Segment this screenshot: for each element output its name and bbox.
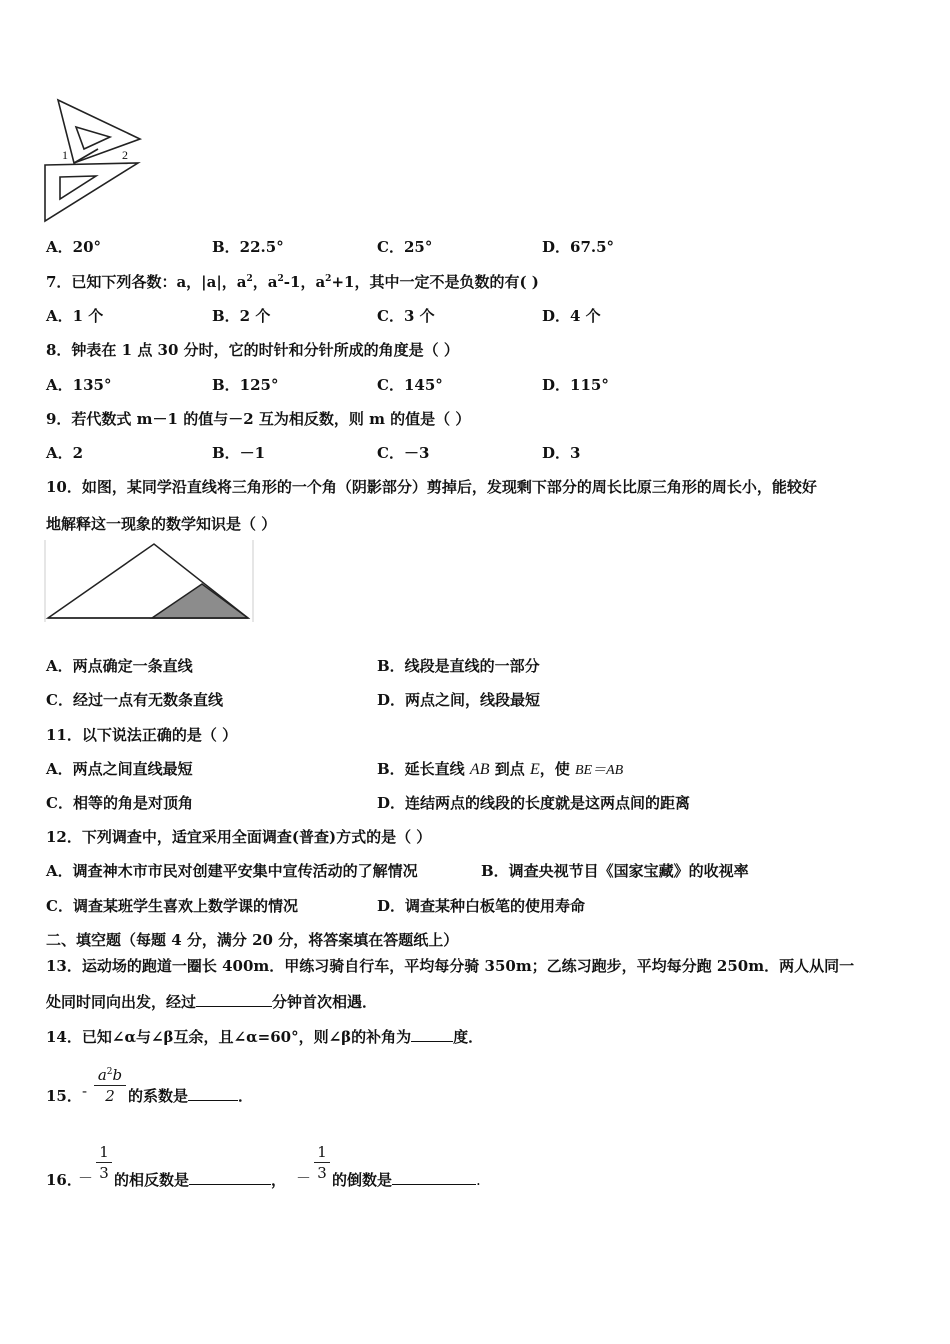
q15-suffix xyxy=(128,1085,253,1106)
q10-stem-line2: 地解释这一现象的数学知识是（ ） xyxy=(46,515,277,533)
lower-set-square xyxy=(45,163,138,221)
angle-label-2: 2 xyxy=(122,148,128,162)
q8-stem: 8．钟表在 1 点 30 分时，它的时针和分针所成的角度是（ ） xyxy=(46,341,459,359)
q16-answer-blank-1[interactable] xyxy=(189,1170,271,1185)
q7-stem-part4: +1，其中一定不是负数的有( ) xyxy=(331,273,539,291)
q16-end: . xyxy=(476,1171,481,1189)
q14-stem xyxy=(46,1026,483,1047)
q16-minus-2: － xyxy=(296,1169,312,1187)
q15-fraction xyxy=(94,1063,126,1105)
q12-option-b: B．调查央视节目《国家宝藏》的收视率 xyxy=(481,862,749,880)
q16-minus-1: － xyxy=(78,1169,94,1187)
q16-part2 xyxy=(332,1169,481,1190)
q7-option-b: B．2 个 xyxy=(212,307,271,325)
q7-option-d: D．4 个 xyxy=(542,307,601,325)
q7-stem-part3: -1，a xyxy=(283,273,326,291)
q9-option-d: D．3 xyxy=(542,444,581,462)
q15-fraction-denominator: 2 xyxy=(105,1087,115,1105)
q16-separator: ， xyxy=(271,1171,287,1189)
q16-fraction-2 xyxy=(314,1143,330,1182)
q12-option-c: C．调查某班学生喜欢上数学课的情况 xyxy=(46,897,298,915)
q16-part2-text: 的倒数是 xyxy=(332,1171,393,1189)
q13-answer-blank[interactable] xyxy=(196,992,272,1007)
lower-set-square-inner xyxy=(60,176,96,199)
upper-set-square-inner xyxy=(76,127,110,149)
q12-stem: 12．下列调查中，适宜采用全面调查(普查)方式的是（ ） xyxy=(46,828,432,846)
cut-triangle-figure xyxy=(44,540,256,624)
q6-option-a: A．20° xyxy=(46,238,102,256)
q10-option-a: A．两点确定一条直线 xyxy=(46,657,193,675)
q9-option-c: C．－3 xyxy=(377,444,430,462)
q8-option-c: C．145° xyxy=(377,376,443,394)
q6-option-b: B．22.5° xyxy=(212,238,284,256)
q16-fraction-2-denominator: 3 xyxy=(317,1164,327,1182)
q7-option-a: A．1 个 xyxy=(46,307,104,325)
q11-option-a: A．两点之间直线最短 xyxy=(46,760,193,778)
q16-number: 16． xyxy=(46,1171,82,1189)
q16-part1 xyxy=(114,1169,286,1190)
q11-option-b-eq: BE＝AB xyxy=(574,763,624,778)
q9-option-b: B．－1 xyxy=(212,444,266,462)
q8-option-d: D．115° xyxy=(542,376,609,394)
q14-suffix: 度． xyxy=(453,1028,484,1046)
q6-option-d: D．67.5° xyxy=(542,238,615,256)
set-squares-figure xyxy=(40,95,150,225)
angle-label-1: 1 xyxy=(62,148,68,162)
q9-option-a: A．2 xyxy=(46,444,84,462)
q7-sup-2: 2 xyxy=(277,274,284,284)
q16-fraction-1-numerator: 1 xyxy=(99,1143,109,1161)
shaded-corner xyxy=(152,584,248,618)
q14-prefix: 14．已知∠α与∠β互余，且∠α=60°，则∠β的补角为 xyxy=(46,1028,412,1046)
q15-suffix-text: 的系数是 xyxy=(128,1087,189,1105)
q15-fraction-numerator: $a^2b$ xyxy=(97,1066,123,1084)
q11-stem: 11．以下说法正确的是（ ） xyxy=(46,726,238,744)
q13-line2-suffix: 分钟首次相遇． xyxy=(272,993,378,1011)
q14-answer-blank[interactable] xyxy=(411,1027,453,1042)
q10-stem-line1: 10．如图，某同学沿直线将三角形的一个角（阴影部分）剪掉后，发现剩下部分的周长比原三角形的周长小，能较好 xyxy=(46,478,817,496)
q7-stem xyxy=(46,271,539,292)
q16-answer-blank-2[interactable] xyxy=(392,1170,476,1185)
q11-option-b-mid: 到点 xyxy=(494,760,525,778)
q15-end: ． xyxy=(238,1087,254,1105)
q10-option-c: C．经过一点有无数条直线 xyxy=(46,691,223,709)
q11-option-b xyxy=(377,758,623,779)
q8-option-a: A．135° xyxy=(46,376,112,394)
q8-option-b: B．125° xyxy=(212,376,279,394)
q9-stem: 9．若代数式 m－1 的值与－2 互为相反数，则 m 的值是（ ） xyxy=(46,410,471,428)
q16-part1-text: 的相反数是 xyxy=(114,1171,190,1189)
q16-fraction-1 xyxy=(96,1143,112,1182)
q11-option-b-e: E xyxy=(529,761,540,778)
q7-option-c: C．3 个 xyxy=(377,307,435,325)
q16-fraction-2-numerator: 1 xyxy=(317,1143,327,1161)
q7-stem-part1: 7．已知下列各数：a，|a|，a xyxy=(46,273,247,291)
q7-stem-part2: ，a xyxy=(252,273,278,291)
q13-stem-line2 xyxy=(46,991,377,1012)
q16-fraction-1-denominator: 3 xyxy=(99,1164,109,1182)
q10-option-b: B．线段是直线的一部分 xyxy=(377,657,540,675)
q11-option-c: C．相等的角是对顶角 xyxy=(46,794,193,812)
q6-option-c: C．25° xyxy=(377,238,433,256)
q11-option-b-comma: ，使 xyxy=(539,760,570,778)
q12-option-a: A．调查神木市市民对创建平安集中宣传活动的了解情况 xyxy=(46,862,418,880)
q15-minus: - xyxy=(82,1082,88,1100)
q15-answer-blank[interactable] xyxy=(188,1086,238,1101)
q11-option-b-ab: AB xyxy=(469,761,490,778)
q7-sup-3: 2 xyxy=(325,274,332,284)
q13-stem-line1: 13．运动场的跑道一圈长 400m．甲练习骑自行车，平均每分骑 350m；乙练习跑步，平均每分跑 250m．两人从同一 xyxy=(46,957,855,975)
q15-number: 15． xyxy=(46,1087,82,1105)
q11-option-b-prefix: B．延长直线 xyxy=(377,760,465,778)
q12-option-d: D．调查某种白板笔的使用寿命 xyxy=(377,897,586,915)
section-2-title: 二、填空题（每题 4 分，满分 20 分，将答案填在答题纸上） xyxy=(46,931,459,949)
q11-option-d: D．连结两点的线段的长度就是这两点间的距离 xyxy=(377,794,691,812)
q10-option-d: D．两点之间，线段最短 xyxy=(377,691,541,709)
q13-line2-prefix: 处同时同向出发，经过 xyxy=(46,993,197,1011)
q7-sup-1: 2 xyxy=(246,274,253,284)
